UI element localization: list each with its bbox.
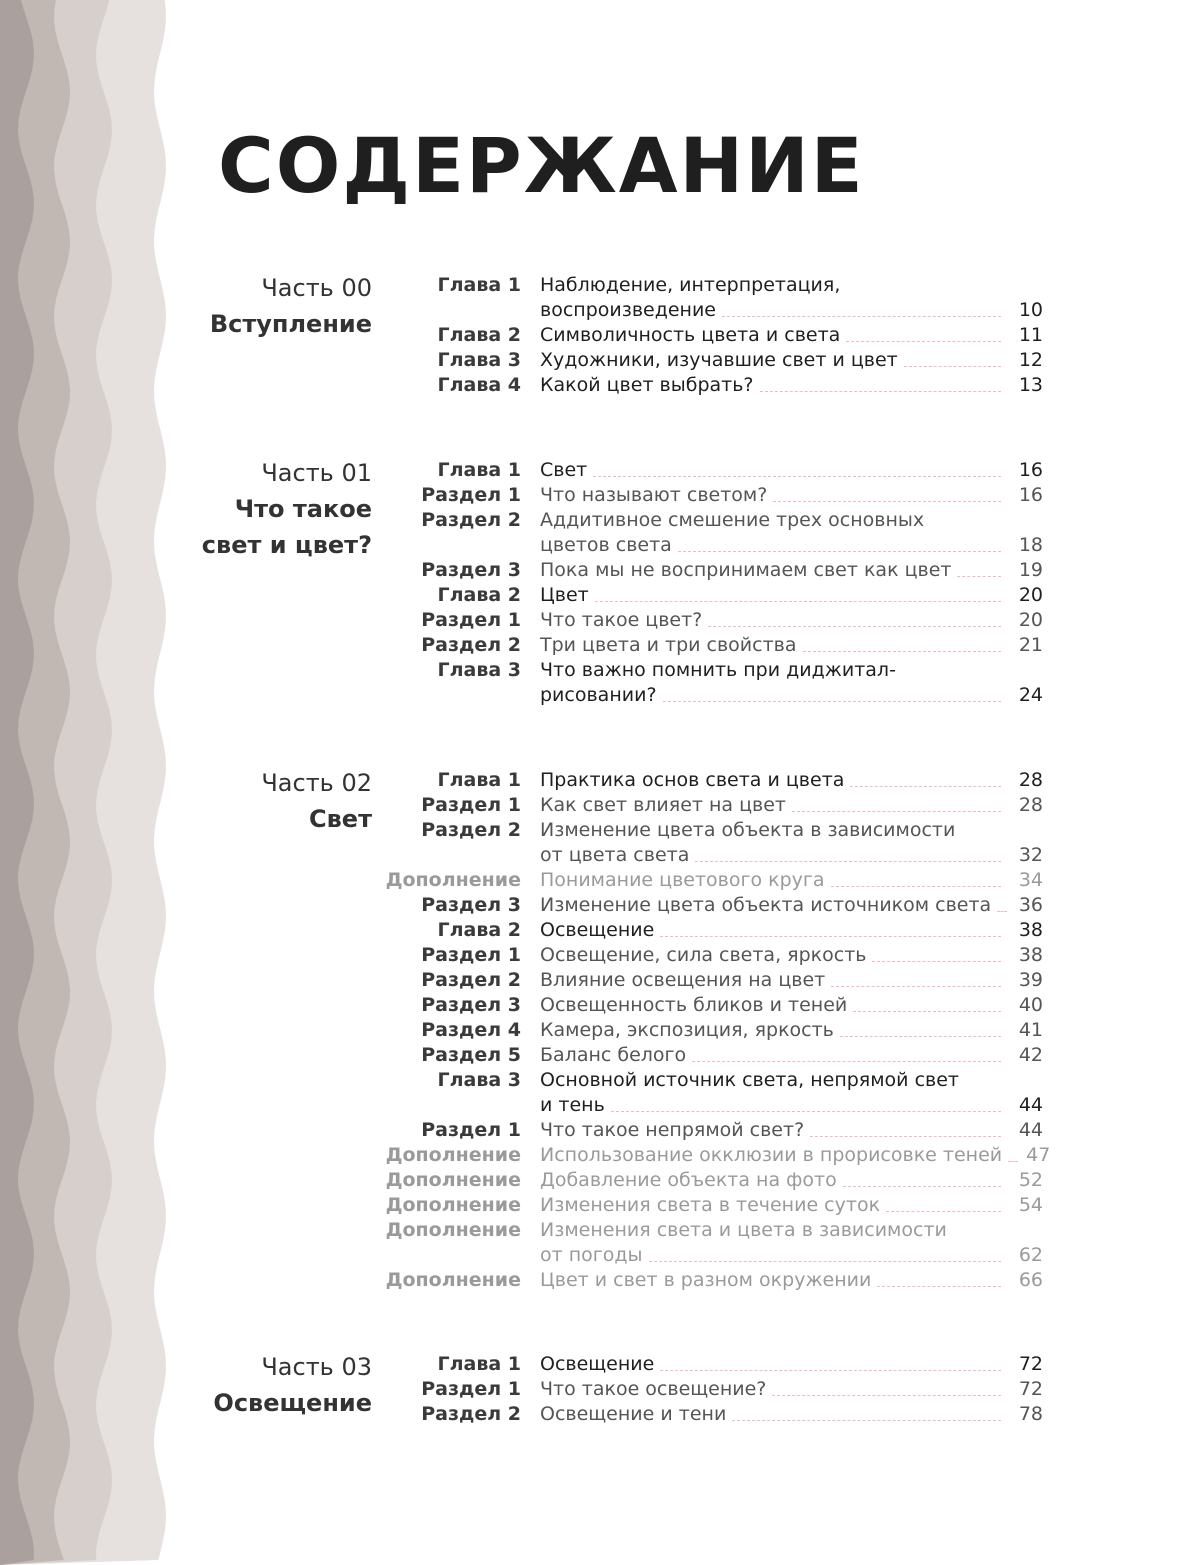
page-number: 44: [1018, 1094, 1043, 1116]
page-number: 38: [1018, 944, 1043, 966]
entry-title-line: от цвета света: [540, 844, 690, 866]
entry-title-line: Художники, изучавшие свет и цвет: [540, 349, 898, 371]
part-number: Часть 00: [261, 274, 372, 302]
entry-title-line: Камера, экспозиция, яркость: [540, 1019, 834, 1041]
dotted-leader: [695, 860, 1001, 862]
toc-entry[interactable]: [0, 1268, 1193, 1293]
entry-title: [540, 608, 1043, 633]
toc-entry[interactable]: [0, 918, 1193, 943]
page-number: 40: [1018, 994, 1043, 1016]
entry-title: [540, 818, 1043, 868]
entry-title-line: от погоды: [540, 1244, 643, 1266]
page-number: 62: [1018, 1244, 1043, 1266]
entry-kind: Раздел 1: [421, 1378, 521, 1400]
part-number: Часть 01: [261, 459, 372, 487]
entry-kind: Дополнение: [385, 1219, 521, 1241]
entry-kind: Дополнение: [385, 1194, 521, 1216]
entry-title: [540, 1268, 1043, 1293]
dotted-leader: [660, 1369, 1001, 1371]
entry-title: [540, 793, 1043, 818]
entry-kind: Раздел 4: [421, 1019, 521, 1041]
dotted-leader: [722, 315, 1001, 317]
entry-title-line: Изменения света и цвета в зависимости: [540, 1219, 947, 1241]
entry-title-line: Изменение цвета объекта в зависимости: [540, 819, 956, 841]
entry-title: [540, 658, 1043, 708]
entry-title-line: Освещенность бликов и теней: [540, 994, 848, 1016]
dotted-leader: [853, 1010, 1001, 1012]
page-number: 32: [1018, 844, 1043, 866]
toc-entry[interactable]: [0, 793, 1193, 818]
dotted-leader: [611, 1110, 1001, 1112]
page-number: 72: [1018, 1378, 1043, 1400]
dotted-leader: [772, 1394, 1001, 1396]
dotted-leader: [663, 700, 1001, 702]
entry-title: [540, 323, 1043, 348]
page-number: 66: [1018, 1269, 1043, 1291]
toc-entry[interactable]: [0, 1143, 1193, 1168]
dotted-leader: [760, 390, 1001, 392]
toc-entry[interactable]: [0, 583, 1193, 608]
entry-title-line: воспроизведение: [540, 299, 717, 321]
page-number: 42: [1018, 1044, 1043, 1066]
entry-title-line: рисовании?: [540, 684, 657, 706]
entry-title-line: Что называют светом?: [540, 484, 768, 506]
dotted-leader: [732, 1419, 1001, 1421]
entry-kind: Раздел 2: [421, 509, 521, 531]
entry-title-line: Что важно помнить при диджитал-: [540, 659, 896, 681]
toc-entry[interactable]: [0, 1168, 1193, 1193]
entry-kind: Дополнение: [385, 1269, 521, 1291]
entry-title: [540, 868, 1043, 893]
entry-title-line: Влияние освещения на цвет: [540, 969, 826, 991]
page-number: 16: [1018, 459, 1043, 481]
toc-entry[interactable]: [0, 273, 1193, 323]
dotted-leader: [678, 550, 1001, 552]
dotted-leader: [886, 1210, 1001, 1212]
entry-title-line: Освещение: [540, 919, 655, 941]
entry-title-line: Изменение цвета объекта источником света: [540, 894, 992, 916]
page-number: 13: [1018, 374, 1043, 396]
entry-kind: Раздел 3: [421, 894, 521, 916]
part-name: Освещение: [213, 1389, 372, 1417]
entry-title-line: Свет: [540, 459, 588, 481]
entry-title: [540, 1018, 1043, 1043]
page-number: 20: [1018, 609, 1043, 631]
page-number: 44: [1018, 1119, 1043, 1141]
entry-title: [540, 893, 1043, 918]
toc-entry[interactable]: [0, 323, 1193, 348]
toc-entry[interactable]: [0, 1043, 1193, 1068]
entry-title: [540, 483, 1043, 508]
dotted-leader: [810, 1135, 1001, 1137]
page-number: 12: [1018, 349, 1043, 371]
entry-title-line: Освещение: [540, 1353, 655, 1375]
toc-entry[interactable]: [0, 608, 1193, 633]
entry-kind: Глава 4: [437, 374, 521, 396]
entry-title: [540, 583, 1043, 608]
entry-title: [540, 458, 1043, 483]
entry-title: [540, 1352, 1043, 1377]
entry-kind: Глава 1: [437, 769, 521, 791]
entry-title: [540, 508, 1043, 558]
page-number: 21: [1018, 634, 1043, 656]
entry-title: [540, 768, 1043, 793]
entry-title-line: Основной источник света, непрямой свет: [540, 1069, 959, 1091]
toc-entry[interactable]: [0, 373, 1193, 398]
toc-entry[interactable]: [0, 1018, 1193, 1043]
entry-title: [540, 558, 1043, 583]
toc-entry[interactable]: [0, 483, 1193, 508]
page-number: 19: [1018, 559, 1043, 581]
dotted-leader: [649, 1260, 1001, 1262]
dotted-leader: [840, 1035, 1001, 1037]
toc-entry[interactable]: [0, 1068, 1193, 1118]
toc-entry[interactable]: [0, 868, 1193, 893]
dotted-leader: [872, 960, 1001, 962]
entry-kind: Глава 1: [437, 1353, 521, 1375]
entry-title-line: Понимание цветового круга: [540, 869, 825, 891]
page-number: 20: [1018, 584, 1043, 606]
entry-title: [540, 1377, 1043, 1402]
entry-title: [540, 633, 1043, 658]
entry-title-line: Аддитивное смешение трех основных: [540, 509, 925, 531]
part-name: Свет: [309, 805, 372, 833]
page-number: 41: [1018, 1019, 1043, 1041]
part-name: Что такое: [234, 495, 372, 523]
dotted-leader: [773, 500, 1001, 502]
dotted-leader: [660, 935, 1001, 937]
entry-kind: Раздел 1: [421, 794, 521, 816]
entry-title: [540, 1118, 1043, 1143]
entry-title-line: Баланс белого: [540, 1044, 687, 1066]
entry-title: [540, 1402, 1043, 1427]
page-number: 38: [1018, 919, 1043, 941]
toc-entry[interactable]: [0, 633, 1193, 658]
page-number: 18: [1018, 534, 1043, 556]
dotted-leader: [708, 625, 1001, 627]
entry-title: [540, 348, 1043, 373]
page-number: 36: [1018, 894, 1043, 916]
dotted-leader: [850, 785, 1001, 787]
page-title: СОДЕРЖАНИЕ: [218, 121, 865, 210]
entry-kind: Раздел 1: [421, 944, 521, 966]
toc-entry[interactable]: [0, 993, 1193, 1018]
dotted-leader: [846, 340, 1001, 342]
toc-entry[interactable]: [0, 658, 1193, 708]
entry-kind: Раздел 2: [421, 1403, 521, 1425]
entry-title-line: Практика основ света и цвета: [540, 769, 845, 791]
page-number: 54: [1018, 1194, 1043, 1216]
page-number: 11: [1018, 324, 1043, 346]
toc-entry[interactable]: [0, 508, 1193, 558]
dotted-leader: [831, 985, 1001, 987]
entry-title-line: Какой цвет выбрать?: [540, 374, 754, 396]
dotted-leader: [593, 475, 1001, 477]
dotted-leader: [831, 885, 1001, 887]
entry-title: [540, 1168, 1043, 1193]
entry-title-line: Три цвета и три свойства: [540, 634, 797, 656]
entry-title-line: цветов света: [540, 534, 672, 556]
page-number: 34: [1018, 869, 1043, 891]
dotted-leader: [692, 1060, 1001, 1062]
entry-title-line: Цвет: [540, 584, 589, 606]
entry-title-line: Что такое цвет?: [540, 609, 703, 631]
page-number: 47: [1026, 1144, 1051, 1166]
entry-title-line: Изменения света в течение суток: [540, 1194, 881, 1216]
entry-title: [540, 1068, 1043, 1118]
part-number: Часть 03: [261, 1353, 372, 1381]
entry-kind: Раздел 2: [421, 969, 521, 991]
page-number: 39: [1018, 969, 1043, 991]
entry-kind: Глава 3: [437, 349, 521, 371]
part-number: Часть 02: [261, 769, 372, 797]
entry-title: [540, 1218, 1043, 1268]
entry-title-line: Пока мы не воспринимаем свет как цвет: [540, 559, 952, 581]
entry-kind: Раздел 1: [421, 609, 521, 631]
entry-title: [540, 1043, 1043, 1068]
entry-title-line: Что такое освещение?: [540, 1378, 767, 1400]
dotted-leader: [877, 1285, 1001, 1287]
entry-kind: Дополнение: [385, 869, 521, 891]
entry-title: [540, 993, 1043, 1018]
page-number: 52: [1018, 1169, 1043, 1191]
entry-kind: Раздел 1: [421, 484, 521, 506]
entry-title: [540, 968, 1043, 993]
dotted-leader: [904, 365, 1001, 367]
entry-title-line: Использование окклюзии в прорисовке теней: [540, 1144, 1003, 1166]
toc-entry[interactable]: [0, 943, 1193, 968]
toc-entry[interactable]: [0, 1377, 1193, 1402]
entry-title-line: Что такое непрямой свет?: [540, 1119, 805, 1141]
entry-kind: Дополнение: [385, 1169, 521, 1191]
part-name: свет и цвет?: [201, 531, 372, 559]
page-number: 10: [1018, 299, 1043, 321]
entry-title-line: Цвет и свет в разном окружении: [540, 1269, 872, 1291]
toc-entry[interactable]: [0, 348, 1193, 373]
toc-entry[interactable]: [0, 768, 1193, 793]
entry-title: [540, 1193, 1043, 1218]
dotted-leader: [595, 600, 1001, 602]
entry-title-line: Добавление объекта на фото: [540, 1169, 837, 1191]
toc-entry[interactable]: [0, 458, 1193, 483]
toc-entry[interactable]: [0, 1218, 1193, 1268]
entry-kind: Глава 3: [437, 1069, 521, 1091]
entry-title: [540, 1143, 1051, 1168]
entry-title: [540, 273, 1043, 323]
page-number: 16: [1018, 484, 1043, 506]
entry-title: [540, 943, 1043, 968]
entry-kind: Раздел 2: [421, 634, 521, 656]
toc-entry[interactable]: [0, 1193, 1193, 1218]
toc-entry[interactable]: [0, 893, 1193, 918]
toc-entry[interactable]: [0, 818, 1193, 868]
page-number: 78: [1018, 1403, 1043, 1425]
entry-title: [540, 373, 1043, 398]
dotted-leader: [843, 1185, 1001, 1187]
page-number: 24: [1018, 684, 1043, 706]
entry-title-line: Символичность цвета и света: [540, 324, 841, 346]
entry-title: [540, 918, 1043, 943]
part-name: Вступление: [209, 310, 372, 338]
entry-kind: Раздел 2: [421, 819, 521, 841]
toc-entry[interactable]: [0, 558, 1193, 583]
dotted-leader: [803, 650, 1002, 652]
entry-title-line: Освещение, сила света, яркость: [540, 944, 867, 966]
entry-kind: Дополнение: [385, 1144, 521, 1166]
toc-entry[interactable]: [0, 968, 1193, 993]
dotted-leader: [957, 575, 1001, 577]
entry-kind: Глава 3: [437, 659, 521, 681]
entry-kind: Раздел 3: [421, 559, 521, 581]
entry-kind: Глава 2: [437, 324, 521, 346]
toc-entry[interactable]: [0, 1352, 1193, 1377]
entry-kind: Раздел 1: [421, 1119, 521, 1141]
entry-title-line: Освещение и тени: [540, 1403, 727, 1425]
entry-kind: Глава 1: [437, 459, 521, 481]
dotted-leader: [1008, 1160, 1018, 1162]
entry-title-line: и тень: [540, 1094, 605, 1116]
dotted-leader: [792, 810, 1001, 812]
entry-kind: Раздел 3: [421, 994, 521, 1016]
entry-kind: Глава 2: [437, 919, 521, 941]
entry-title-line: Как свет влияет на цвет: [540, 794, 786, 816]
page-number: 28: [1018, 769, 1043, 791]
dotted-leader: [997, 910, 1007, 912]
page-number: 28: [1018, 794, 1043, 816]
toc-entry[interactable]: [0, 1118, 1193, 1143]
page-number: 72: [1018, 1353, 1043, 1375]
entry-kind: Раздел 5: [421, 1044, 521, 1066]
toc-entry[interactable]: [0, 1402, 1193, 1427]
entry-kind: Глава 1: [437, 274, 521, 296]
entry-title-line: Наблюдение, интерпретация,: [540, 274, 841, 296]
entry-kind: Глава 2: [437, 584, 521, 606]
